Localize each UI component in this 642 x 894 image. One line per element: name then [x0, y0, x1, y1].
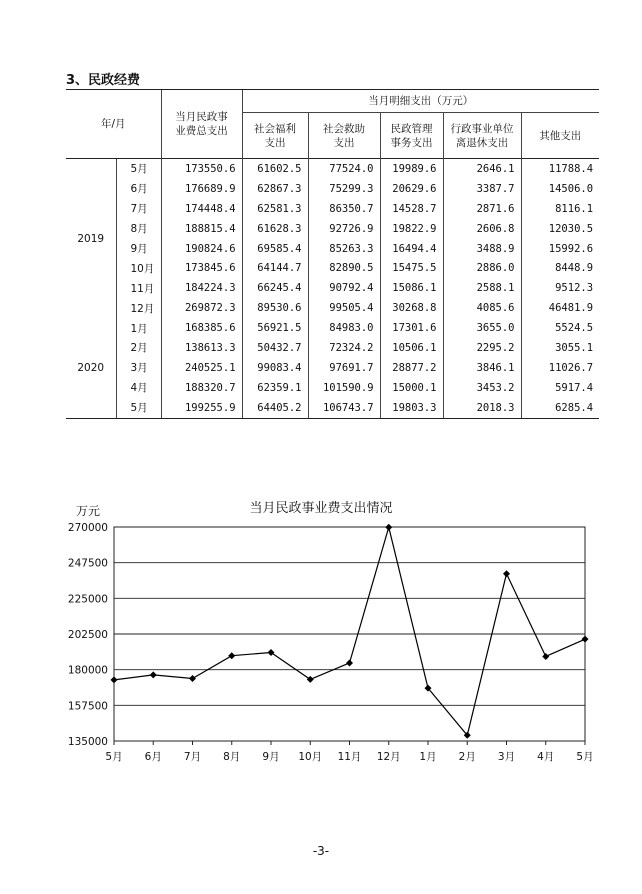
data-point: [189, 675, 196, 682]
value-cell: 2588.1: [443, 278, 521, 298]
x-tick-label: 4月: [537, 751, 555, 763]
month-cell: 9月: [116, 239, 161, 259]
value-cell: 5917.4: [521, 378, 599, 398]
data-point: [503, 570, 510, 577]
x-tick-label: 10月: [298, 751, 323, 763]
x-tick-label: 7月: [183, 751, 202, 763]
value-cell: 62359.1: [242, 378, 308, 398]
value-cell: 15992.6: [521, 239, 599, 259]
value-cell: 14528.7: [380, 199, 443, 219]
value-cell: 46481.9: [521, 298, 599, 318]
value-cell: 173550.6: [161, 159, 242, 179]
month-cell: 11月: [116, 278, 161, 298]
data-point: [307, 676, 314, 683]
data-point: [268, 649, 275, 656]
table-row: [66, 258, 599, 278]
chart-title: 当月民政事业费支出情况: [249, 501, 393, 516]
expense-line-chart: [0, 515, 642, 775]
value-cell: 66245.4: [242, 278, 308, 298]
value-cell: 14506.0: [521, 179, 599, 199]
month-cell: 3月: [116, 358, 161, 378]
y-tick-label: 135000: [67, 736, 108, 748]
x-tick-label: 3月: [497, 751, 516, 763]
y-tick-label: 247500: [67, 557, 108, 570]
value-cell: 12030.5: [521, 219, 599, 239]
value-cell: 2886.0: [443, 258, 521, 278]
value-cell: 90792.4: [308, 278, 380, 298]
value-cell: 138613.3: [161, 338, 242, 358]
y-tick-label: 157500: [67, 700, 108, 713]
value-cell: 8116.1: [521, 199, 599, 219]
value-cell: 3846.1: [443, 358, 521, 378]
value-cell: 77524.0: [308, 159, 380, 179]
y-tick-label: 225000: [67, 593, 108, 606]
value-cell: 99083.4: [242, 358, 308, 378]
value-cell: 176689.9: [161, 179, 242, 199]
value-cell: 3655.0: [443, 318, 521, 338]
value-cell: 5524.5: [521, 318, 599, 338]
value-cell: 4085.6: [443, 298, 521, 318]
value-cell: 6285.4: [521, 398, 599, 418]
value-cell: 50432.7: [242, 338, 308, 358]
x-tick-label: 11月: [337, 751, 362, 763]
x-tick-label: 6月: [144, 751, 162, 763]
y-axis-unit: 万元: [76, 504, 101, 518]
value-cell: 69585.4: [242, 239, 308, 259]
table-row: [66, 179, 599, 199]
value-cell: 82890.5: [308, 258, 380, 278]
table-row: [66, 358, 599, 378]
value-cell: 168385.6: [161, 318, 242, 338]
value-cell: 84983.0: [308, 318, 380, 338]
table-row: [66, 219, 599, 239]
value-cell: 174448.4: [161, 199, 242, 219]
y-tick-label: 270000: [67, 522, 108, 534]
data-point: [385, 524, 392, 531]
page-number: -3-: [312, 844, 330, 858]
month-cell: 5月: [116, 398, 161, 418]
x-tick-label: 8月: [223, 751, 241, 763]
year-cell: 2019: [66, 159, 116, 319]
x-tick-label: 1月: [419, 751, 437, 763]
value-cell: 269872.3: [161, 298, 242, 318]
value-cell: 64405.2: [242, 398, 308, 418]
month-cell: 6月: [116, 179, 161, 199]
value-cell: 61602.5: [242, 159, 308, 179]
y-tick-label: 202500: [67, 629, 108, 641]
value-cell: 30268.8: [380, 298, 443, 318]
x-tick-label: 2月: [458, 751, 476, 763]
value-cell: 56921.5: [242, 318, 308, 338]
value-cell: 72324.2: [308, 338, 380, 358]
value-cell: 62581.3: [242, 199, 308, 219]
x-tick-label: 5月: [105, 751, 123, 763]
header-total: 当月民政事业费总支出: [161, 90, 242, 159]
month-cell: 1月: [116, 318, 161, 338]
value-cell: 101590.9: [308, 378, 380, 398]
expense-table: [66, 89, 599, 419]
data-point: [150, 671, 157, 678]
table-row: [66, 239, 599, 259]
value-cell: 85263.3: [308, 239, 380, 259]
value-cell: 3055.1: [521, 338, 599, 358]
value-cell: 2018.3: [443, 398, 521, 418]
value-cell: 28877.2: [380, 358, 443, 378]
value-cell: 3488.9: [443, 239, 521, 259]
table-row: [66, 199, 599, 219]
x-tick-label: 5月: [576, 751, 594, 763]
series-line: [114, 527, 585, 735]
table-row: [66, 278, 599, 298]
value-cell: 2646.1: [443, 159, 521, 179]
value-cell: 89530.6: [242, 298, 308, 318]
header-admin: 民政管理事务支出: [380, 113, 443, 159]
value-cell: 97691.7: [308, 358, 380, 378]
value-cell: 61628.3: [242, 219, 308, 239]
table-row: [66, 398, 599, 418]
value-cell: 15475.5: [380, 258, 443, 278]
month-cell: 8月: [116, 219, 161, 239]
value-cell: 9512.3: [521, 278, 599, 298]
header-retired: 行政事业单位离退休支出: [443, 113, 521, 159]
value-cell: 2871.6: [443, 199, 521, 219]
value-cell: 8448.9: [521, 258, 599, 278]
section-title: 3、民政经费: [66, 73, 141, 88]
value-cell: 3453.2: [443, 378, 521, 398]
x-tick-label: 12月: [376, 751, 401, 763]
value-cell: 20629.6: [380, 179, 443, 199]
value-cell: 15000.1: [380, 378, 443, 398]
y-tick-label: 180000: [67, 664, 108, 677]
month-cell: 2月: [116, 338, 161, 358]
month-cell: 7月: [116, 199, 161, 219]
x-tick-label: 9月: [262, 751, 280, 763]
data-point: [228, 652, 235, 659]
table-row: [66, 378, 599, 398]
table-row: [66, 298, 599, 318]
value-cell: 2295.2: [443, 338, 521, 358]
year-cell: 2020: [66, 318, 116, 418]
value-cell: 19822.9: [380, 219, 443, 239]
value-cell: 92726.9: [308, 219, 380, 239]
value-cell: 19989.6: [380, 159, 443, 179]
value-cell: 173845.6: [161, 258, 242, 278]
value-cell: 16494.4: [380, 239, 443, 259]
value-cell: 11788.4: [521, 159, 599, 179]
value-cell: 19803.3: [380, 398, 443, 418]
value-cell: 11026.7: [521, 358, 599, 378]
data-point: [582, 636, 589, 643]
table-row: [66, 338, 599, 358]
data-point: [542, 653, 549, 660]
value-cell: 2606.8: [443, 219, 521, 239]
month-cell: 4月: [116, 378, 161, 398]
month-cell: 12月: [116, 298, 161, 318]
header-other: 其他支出: [521, 113, 599, 159]
value-cell: 86350.7: [308, 199, 380, 219]
value-cell: 10506.1: [380, 338, 443, 358]
table-row: [66, 159, 599, 179]
header-detail-group: 当月明细支出（万元）: [242, 90, 599, 113]
value-cell: 64144.7: [242, 258, 308, 278]
month-cell: 10月: [116, 258, 161, 278]
value-cell: 75299.3: [308, 179, 380, 199]
value-cell: 106743.7: [308, 398, 380, 418]
value-cell: 62867.3: [242, 179, 308, 199]
value-cell: 190824.6: [161, 239, 242, 259]
value-cell: 17301.6: [380, 318, 443, 338]
value-cell: 15086.1: [380, 278, 443, 298]
value-cell: 199255.9: [161, 398, 242, 418]
value-cell: 188815.4: [161, 219, 242, 239]
value-cell: 240525.1: [161, 358, 242, 378]
value-cell: 3387.7: [443, 179, 521, 199]
data-point: [111, 676, 118, 683]
header-assistance: 社会救助支出: [308, 113, 380, 159]
value-cell: 184224.3: [161, 278, 242, 298]
data-point: [346, 659, 353, 666]
header-year-month: 年/月: [66, 90, 161, 159]
table-row: [66, 318, 599, 338]
header-welfare: 社会福利支出: [242, 113, 308, 159]
value-cell: 188320.7: [161, 378, 242, 398]
month-cell: 5月: [116, 159, 161, 179]
value-cell: 99505.4: [308, 298, 380, 318]
